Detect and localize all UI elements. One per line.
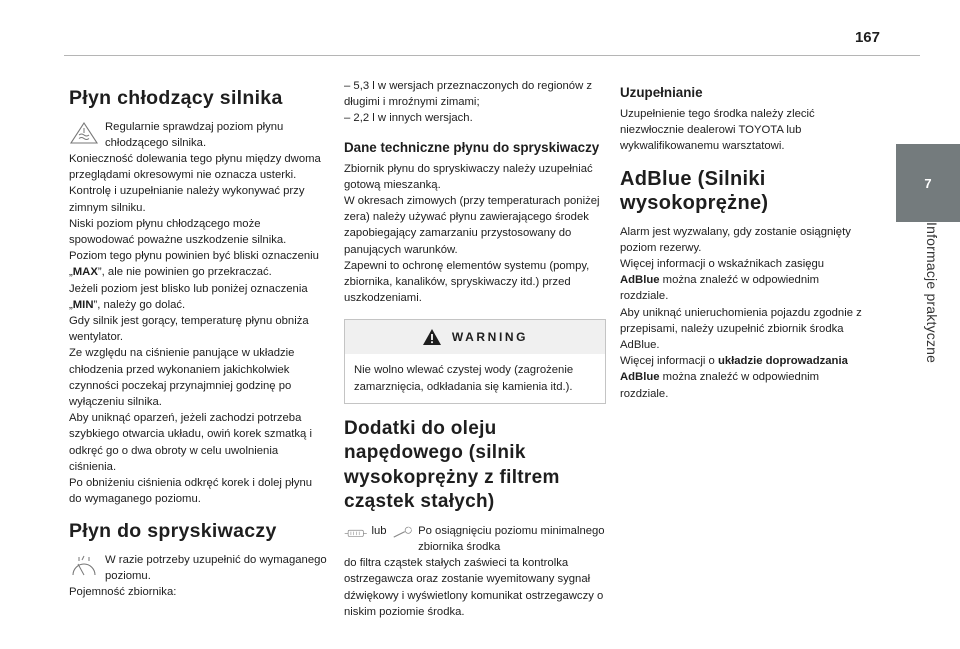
washer-icon-paragraph [69, 552, 327, 584]
adblue-p2: Więcej informacji o wskaźnikach zasięgu AdBlue można znaleźć w odpowiednim rozdziale. [620, 258, 825, 303]
coolant-icon-paragraph [69, 119, 327, 151]
capacity-item-1: – 5,3 l w wersjach przeznaczonych do regionów z długimi i mroźnymi zimami; [344, 80, 593, 109]
washer-tech-p1: Zbiornik płynu do spryskiwaczy należy uzupełniać gotową mieszanką. [344, 162, 593, 191]
refill-p1: Uzupełnienie tego środka należy zlecić niezwłocznie dealerowi TOYOTA lub wykwalifikowanemu warsztatowi. [620, 108, 815, 153]
additives-icon-text: Po osiągnięciu poziomu minimalnego zbiornika środka [418, 524, 605, 554]
coolant-p9: Po obniżeniu ciśnienia odkręć korek i dolej płynu do wymaganego poziomu. [69, 476, 313, 506]
coolant-warning-icon [69, 121, 99, 145]
washer-fluid-icon [69, 554, 99, 578]
coolant-p6: Gdy silnik jest gorący, temperaturę płynu obniża wentylator. [69, 314, 309, 344]
additives-text: do filtra cząstek stałych zaświeci ta kontrolka ostrzegawcza oraz zostanie wyemitowany sygnał dźwiękowy i wyświetlony komunikat ostrzegawczy o niskim poziomie środka. [344, 557, 604, 618]
adblue-p4: Więcej informacji o układzie doprowadzania AdBlue można znaleźć w odpowiednim rozdziale. [620, 355, 848, 400]
column-1 [69, 78, 327, 600]
washer-capacity: Pojemność zbiornika: [69, 586, 177, 599]
adblue-heading: AdBlue (Silniki wysokoprężne) [620, 167, 769, 215]
column-2 [344, 78, 606, 620]
chapter-tab: 7 [896, 144, 960, 222]
page-number: 167 [854, 29, 880, 46]
wrench-icon [391, 523, 415, 543]
coolant-p1: Konieczność dolewania tego płynu między dwoma przeglądami okresowymi nie oznacza usterki. [69, 152, 321, 182]
warning-text: Nie wolno wlewać czystej wody (zagrożenie zamarznięcia, odkładania się kamienia itd.). [354, 364, 574, 393]
washer-heading: Płyn do spryskiwaczy [69, 520, 277, 543]
coolant-icon-text: Regularnie sprawdzaj poziom płynu chłodzącego silnika. [105, 120, 284, 149]
washer-tech-heading: Dane techniczne płynu do spryskiwaczy [344, 139, 600, 155]
header-rule [64, 55, 920, 56]
chapter-title: Informacje praktyczne [924, 222, 940, 364]
washer-tech-p2: W okresach zimowych (przy temperaturach poniżej zera) należy używać płynu zawierającego środek zapobiegający zamarzaniu przystosowany do panujących warunków. [344, 195, 600, 256]
refill-heading: Uzupełnianie [620, 85, 703, 100]
lub-word: lub [371, 524, 387, 537]
adblue-p1: Alarm jest wyzwalany, gdy zostanie osiągnięty poziom rezerwy. [620, 225, 851, 254]
coolant-p4: Poziom tego płynu powinien być bliski oznaczeniu „MAX”, ale nie powinien go przekraczać. [69, 250, 319, 279]
additives-heading: Dodatki do oleju napędowego (silnik wysokoprężny z filtrem cząstek stałych) [344, 417, 560, 513]
washer-icon-text: W razie potrzeby uzupełnić do wymaganego poziomu. [105, 553, 327, 583]
coolant-p3: Niski poziom płynu chłodzącego może spowodować poważne uszkodzenie silnika. [69, 217, 287, 246]
additives-icon-row [344, 523, 606, 555]
coolant-heading: Płyn chłodzący silnika [69, 87, 283, 109]
capacity-item-2: – 2,2 l w innych wersjach. [344, 112, 473, 125]
adblue-p3: Aby uniknąć unieruchomienia pojazdu zgodnie z przepisami, należy uzupełnić zbiornik środka AdBlue. [620, 306, 862, 352]
coolant-p8: Aby uniknąć oparzeń, jeżeli zachodzi potrzeba szybkiego otwarcia układu, owiń korek szmatką i odkręć go o dwa obroty w celu uwolnienia ciśnienia. [69, 412, 312, 473]
fuel-filter-icon [344, 523, 368, 543]
warning-header [345, 320, 605, 354]
warning-title: WARNING [451, 330, 529, 345]
coolant-p5: Jeżeli poziom jest blisko lub poniżej oznaczenia „MIN”, należy go dolać. [69, 282, 308, 311]
coolant-p2: Kontrolę i uzupełnianie należy wykonywać przy zimnym silniku. [69, 185, 305, 214]
warning-triangle-icon [422, 328, 442, 346]
warning-box [344, 319, 606, 403]
coolant-p7: Ze względu na ciśnienie panujące w układzie chłodzenia przed wykonaniem jakichkolwiek czynności poczekaj przynajmniej godzinę po wyłączeniu silnika. [69, 347, 295, 408]
washer-tech-p3: Zapewni to ochronę elementów systemu (pompy, zbiornika, kanalików, spryskiwaczy itd.) przed uszkodzeniami. [344, 259, 590, 305]
column-3 [620, 78, 862, 402]
